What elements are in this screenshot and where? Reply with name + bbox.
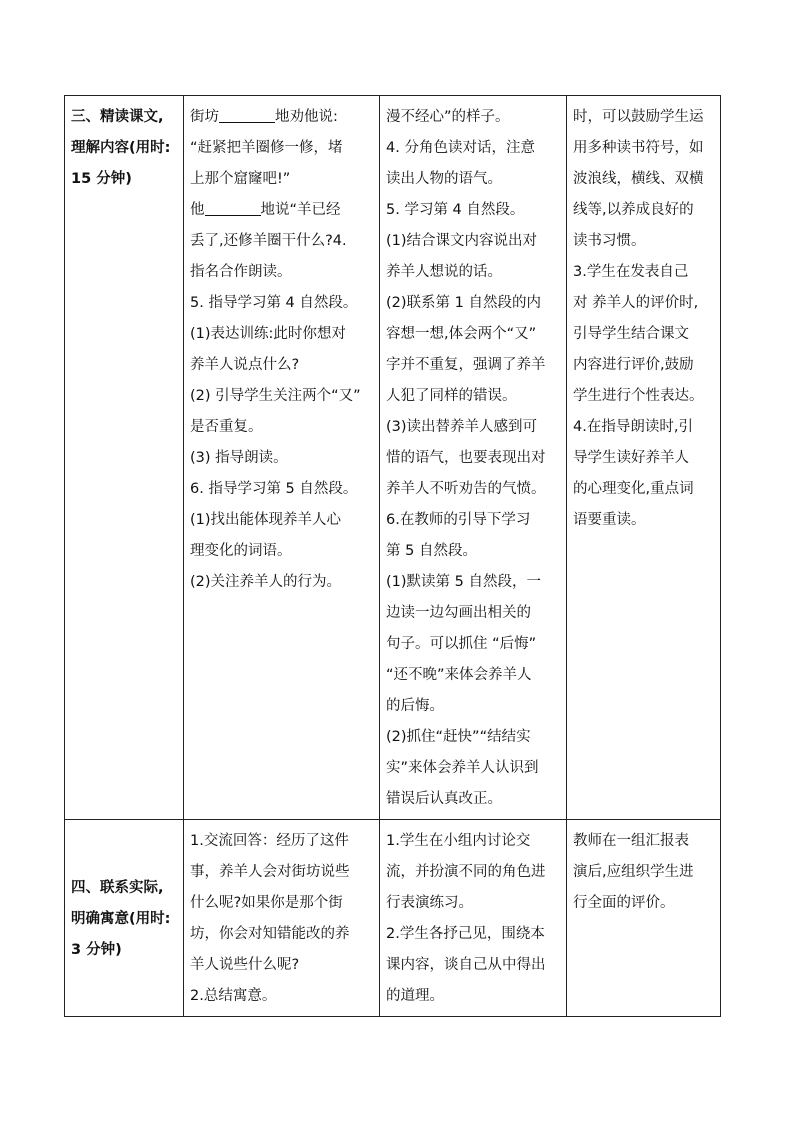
stage-line: 明确寓意(用时:: [71, 910, 171, 927]
fill-blank: [205, 197, 261, 216]
teacher-line: 5. 指导学习第 4 自然段。: [190, 295, 358, 311]
student-activity-cell: [380, 820, 567, 1017]
teacher-line: (1)找出能体现养羊人心: [190, 512, 342, 528]
student-line: 养羊人想说的话。: [386, 264, 502, 280]
table-row: [65, 820, 721, 1017]
teacher-line: 羊人说些什么呢?: [190, 957, 300, 973]
teacher-line: 他 地说“羊已经: [190, 195, 374, 226]
student-line: 的后悔。: [386, 698, 444, 714]
teacher-line: (3) 指导朗读。: [190, 450, 288, 466]
teacher-activity-cell: [184, 820, 380, 1017]
student-line: (1)默读第 5 自然段，一: [386, 574, 541, 590]
student-line: (2)抓住“赶快”“结结实: [386, 729, 531, 745]
fill-blank: [219, 104, 275, 123]
student-line: 6.在教师的引导下学习: [386, 512, 531, 528]
notes-line: 导学生读好养羊人: [573, 450, 689, 466]
student-line: 读出人物的语气。: [386, 171, 502, 187]
teacher-line: 是否重复。: [190, 419, 263, 435]
teacher-line: 1.交流回答：经历了这件: [190, 833, 349, 849]
teacher-line: 2.总结寓意。: [190, 988, 277, 1004]
stage-cell: [65, 96, 184, 820]
student-line: 行表演练习。: [386, 895, 473, 911]
notes-line: 用多种读书符号，如: [573, 140, 704, 156]
teacher-line: 6. 指导学习第 5 自然段。: [190, 481, 358, 497]
teacher-line: 上那个窟窿吧!”: [190, 171, 291, 187]
student-line: “还不晚”来体会养羊人: [386, 667, 532, 683]
student-line: 边读一边勾画出相关的: [386, 605, 531, 621]
teacher-line: 指名合作朗读。: [190, 264, 292, 280]
notes-line: 时，可以鼓励学生运: [573, 109, 704, 125]
student-line: 2.学生各抒己见，围绕本: [386, 926, 545, 942]
student-line: (3)读出替养羊人感到可: [386, 419, 538, 435]
notes-line: 对 养羊人的评价时,: [573, 295, 699, 311]
student-line: 字并不重复，强调了养羊: [386, 357, 546, 373]
student-line: (1)结合课文内容说出对: [386, 233, 538, 249]
student-line: 1.学生在小组内讨论交: [386, 833, 531, 849]
teacher-line: 养羊人说点什么?: [190, 357, 300, 373]
teacher-line: 丢了,还修羊圈干什么?4.: [190, 233, 347, 249]
design-notes-cell: [567, 96, 721, 820]
student-line: 的道理。: [386, 988, 444, 1004]
stage-cell: [65, 820, 184, 1017]
notes-line: 读书习惯。: [573, 233, 646, 249]
student-activity-cell: [380, 96, 567, 820]
teacher-line: (2) 引导学生关注两个“又”: [190, 388, 361, 404]
stage-line: 四、联系实际,: [71, 879, 164, 896]
student-line: 4. 分角色读对话，注意: [386, 140, 535, 156]
stage-line: 15 分钟): [71, 171, 132, 187]
student-line: 流，并扮演不同的角色进: [386, 864, 546, 880]
student-line: 课内容，谈自己从中得出: [386, 957, 546, 973]
notes-line: 3.学生在发表自己: [573, 264, 689, 280]
student-line: 第 5 自然段。: [386, 543, 477, 559]
student-line: 漫不经心”的样子。: [386, 109, 510, 125]
teacher-line: “赶紧把羊圈修一修，堵: [190, 140, 343, 156]
student-line: (2)联系第 1 自然段的内: [386, 295, 541, 311]
teacher-line: 坊，你会对知错能改的养: [190, 926, 350, 942]
stage-line: 3 分钟): [71, 941, 122, 958]
table-row: [65, 96, 721, 820]
student-line: 养羊人不听劝告的气愤。: [386, 481, 546, 497]
teacher-line: 事，养羊人会对街坊说些: [190, 864, 350, 880]
student-line: 实”来体会养羊人认识到: [386, 760, 539, 776]
design-notes-cell: [567, 820, 721, 1017]
stage-line: 三、精读课文,: [71, 109, 164, 125]
notes-line: 学生进行个性表达。: [573, 388, 704, 404]
notes-line: 的心理变化,重点词: [573, 481, 694, 497]
notes-line: 行全面的评价。: [573, 895, 675, 911]
stage-line: 理解内容(用时:: [71, 140, 171, 156]
student-line: 惜的语气，也要表现出对: [386, 450, 546, 466]
teacher-line: (1)表达训练:此时你想对: [190, 326, 346, 342]
notes-line: 内容进行评价,鼓励: [573, 357, 694, 373]
teacher-line: 什么呢?如果你是那个街: [190, 895, 343, 911]
student-line: 人犯了同样的错误。: [386, 388, 517, 404]
student-line: 容想一想,体会两个“又”: [386, 326, 537, 342]
notes-line: 语要重读。: [573, 512, 646, 528]
student-line: 句子。可以抓住 “后悔”: [386, 636, 537, 652]
teacher-line: (2)关注养羊人的行为。: [190, 574, 342, 590]
notes-line: 线等,以养成良好的: [573, 202, 694, 218]
teacher-line: 理变化的词语。: [190, 543, 292, 559]
notes-line: 4.在指导朗读时,引: [573, 419, 693, 435]
teacher-activity-cell: [184, 96, 380, 820]
student-line: 5. 学习第 4 自然段。: [386, 202, 525, 218]
teacher-line: 街坊 地劝他说:: [190, 102, 374, 133]
notes-line: 波浪线，横线、双横: [573, 171, 704, 187]
notes-line: 引导学生结合课文: [573, 326, 689, 342]
student-line: 错误后认真改正。: [386, 791, 502, 807]
lesson-plan-table: [64, 95, 721, 1017]
notes-line: 教师在一组汇报表: [573, 833, 689, 849]
notes-line: 演后,应组织学生进: [573, 864, 694, 880]
